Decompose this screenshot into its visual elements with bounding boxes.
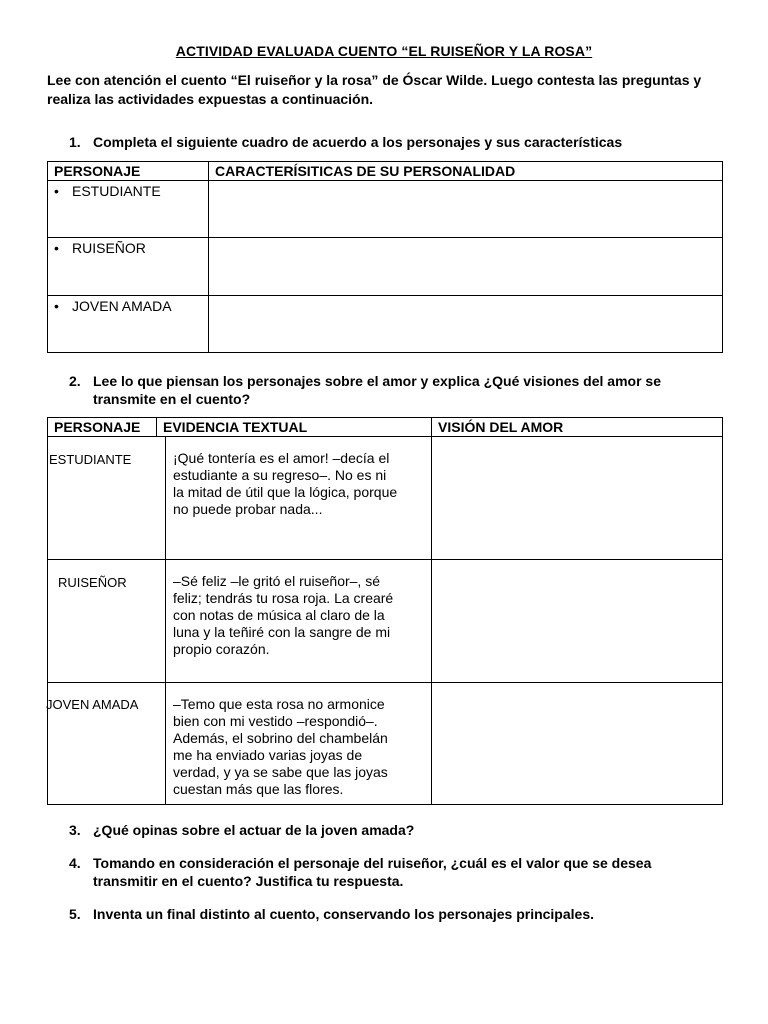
question-5-number: 5. bbox=[69, 906, 81, 922]
question-5 bbox=[69, 905, 749, 923]
question-1-text: Completa el siguiente cuadro de acuerdo a los personajes y sus características bbox=[93, 134, 623, 150]
character-name: JOVEN AMADA bbox=[46, 697, 139, 712]
character-name: RUISEÑOR bbox=[72, 240, 146, 256]
question-2 bbox=[69, 372, 749, 408]
table-row bbox=[48, 437, 723, 560]
question-4-line-1: Tomando en consideración el personaje del ruiseñor, ¿cuál es el valor que se desea bbox=[93, 855, 652, 871]
love-vision-table bbox=[47, 417, 723, 805]
character-name: RUISEÑOR bbox=[58, 575, 127, 590]
intro-paragraph: Lee con atención el cuento “El ruiseñor y la rosa” de Óscar Wilde. Luego contesta las preguntas y realiza las actividades expuestas a continuación. bbox=[47, 72, 702, 107]
evidence-line: la mitad de útil que la lógica, porque bbox=[173, 484, 398, 500]
header-evidencia: EVIDENCIA TEXTUAL bbox=[157, 418, 432, 437]
character-name: JOVEN AMADA bbox=[72, 298, 172, 314]
evidence-line: –Sé feliz –le gritó el ruiseñor–, sé bbox=[173, 573, 380, 589]
character-name: ESTUDIANTE bbox=[49, 452, 132, 467]
page-title: ACTIVIDAD EVALUADA CUENTO “EL RUISEÑOR Y LA ROSA” bbox=[175, 43, 593, 59]
vision-cell[interactable] bbox=[432, 683, 723, 805]
question-3-number: 3. bbox=[69, 822, 81, 838]
bullet-icon: • bbox=[54, 298, 59, 314]
table-row bbox=[48, 683, 723, 805]
evidence-cell bbox=[166, 683, 432, 805]
evidence-cell bbox=[166, 560, 432, 683]
evidence-line: no puede probar nada... bbox=[173, 501, 323, 517]
evidence-cell bbox=[166, 437, 432, 560]
question-1-number: 1. bbox=[69, 134, 81, 150]
question-1 bbox=[69, 133, 749, 151]
question-4-line-2: transmitir en el cuento? Justifica tu respuesta. bbox=[93, 873, 404, 889]
evidence-line: cuestan más que las flores. bbox=[173, 781, 344, 797]
characters-table-header bbox=[48, 162, 723, 181]
question-4 bbox=[69, 854, 749, 890]
evidence-line: Además, el sobrino del chambelán bbox=[173, 730, 388, 746]
question-2-line-2: transmite en el cuento? bbox=[93, 391, 251, 407]
characters-table bbox=[47, 161, 723, 353]
evidence-line: –Temo que esta rosa no armonice bbox=[173, 696, 385, 712]
bullet-icon: • bbox=[54, 183, 59, 199]
evidence-line: verdad, y ya se sabe que las joyas bbox=[173, 764, 388, 780]
header-caracteristicas: CARACTERÍSITICAS DE SU PERSONALIDAD bbox=[209, 162, 723, 181]
evidence-line: propio corazón. bbox=[173, 641, 270, 657]
characteristics-cell[interactable] bbox=[209, 181, 723, 238]
evidence-line: bien con mi vestido –respondió–. bbox=[173, 713, 378, 729]
question-3-text: ¿Qué opinas sobre el actuar de la joven amada? bbox=[93, 822, 415, 838]
question-3 bbox=[69, 821, 749, 839]
evidence-line: estudiante a su regreso–. No es ni bbox=[173, 467, 387, 483]
evidence-line: ¡Qué tontería es el amor! –decía el bbox=[173, 450, 390, 466]
character-name: ESTUDIANTE bbox=[72, 183, 161, 199]
table-row bbox=[48, 560, 723, 683]
vision-cell[interactable] bbox=[432, 560, 723, 683]
characteristics-cell[interactable] bbox=[209, 238, 723, 296]
question-5-text: Inventa un final distinto al cuento, conservando los personajes principales. bbox=[93, 906, 594, 922]
love-vision-table-header bbox=[48, 418, 723, 437]
table-row bbox=[48, 238, 723, 296]
question-2-line-1: Lee lo que piensan los personajes sobre el amor y explica ¿Qué visiones del amor se bbox=[93, 373, 661, 389]
vision-cell[interactable] bbox=[432, 437, 723, 560]
question-4-number: 4. bbox=[69, 855, 81, 871]
question-2-number: 2. bbox=[69, 373, 81, 389]
evidence-line: con notas de música al claro de la bbox=[173, 607, 385, 623]
evidence-line: feliz; tendrás tu rosa roja. La crearé bbox=[173, 590, 394, 606]
table-row bbox=[48, 296, 723, 353]
bullet-icon: • bbox=[54, 240, 59, 256]
header-personaje: PERSONAJE bbox=[48, 418, 157, 437]
header-vision: VISIÓN DEL AMOR bbox=[432, 418, 723, 437]
evidence-line: me ha enviado varias joyas de bbox=[173, 747, 363, 763]
header-personaje: PERSONAJE bbox=[48, 162, 209, 181]
table-row bbox=[48, 181, 723, 238]
evidence-line: luna y la teñiré con la sangre de mi bbox=[173, 624, 391, 640]
characteristics-cell[interactable] bbox=[209, 296, 723, 353]
